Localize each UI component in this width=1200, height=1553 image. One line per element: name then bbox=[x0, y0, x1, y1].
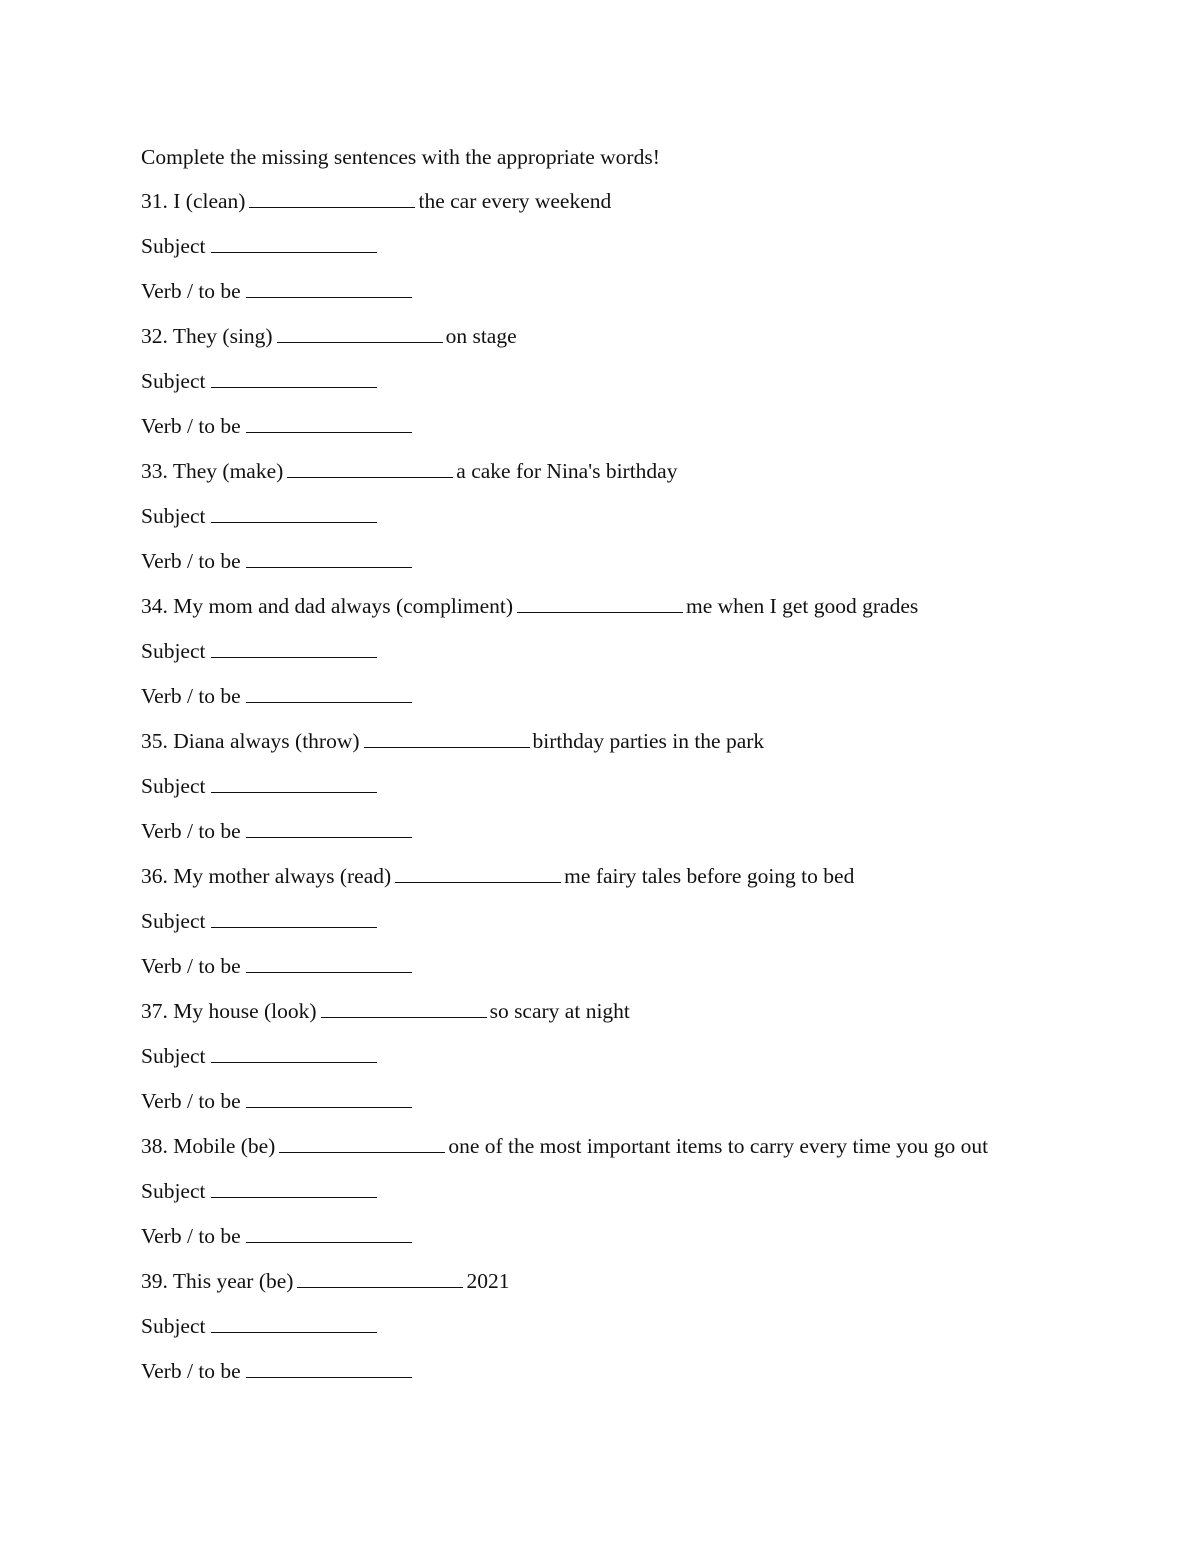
subject-label: Subject bbox=[141, 504, 206, 528]
question-sentence bbox=[141, 454, 1141, 499]
subject-row bbox=[141, 634, 1141, 679]
subject-row bbox=[141, 499, 1141, 544]
answer-blank[interactable] bbox=[517, 592, 683, 613]
subject-blank[interactable] bbox=[211, 232, 377, 253]
verb-label: Verb / to be bbox=[141, 1224, 241, 1248]
answer-blank[interactable] bbox=[364, 727, 530, 748]
verb-row bbox=[141, 949, 1141, 994]
subject-label: Subject bbox=[141, 1044, 206, 1068]
subject-label: Subject bbox=[141, 639, 206, 663]
subject-row bbox=[141, 364, 1141, 409]
verb-blank[interactable] bbox=[246, 547, 412, 568]
verb-row bbox=[141, 679, 1141, 724]
question-block bbox=[141, 859, 1141, 994]
question-prefix: 32. They (sing) bbox=[141, 324, 273, 348]
verb-label: Verb / to be bbox=[141, 954, 241, 978]
subject-label: Subject bbox=[141, 774, 206, 798]
answer-blank[interactable] bbox=[249, 187, 415, 208]
question-prefix: 37. My house (look) bbox=[141, 999, 317, 1023]
subject-row bbox=[141, 1039, 1141, 1084]
question-block bbox=[141, 724, 1141, 859]
question-sentence bbox=[141, 859, 1141, 904]
answer-blank[interactable] bbox=[395, 862, 561, 883]
verb-row bbox=[141, 1354, 1141, 1399]
instruction-text: Complete the missing sentences with the appropriate words! bbox=[141, 145, 660, 169]
question-prefix: 36. My mother always (read) bbox=[141, 864, 392, 888]
subject-blank[interactable] bbox=[211, 1312, 377, 1333]
verb-label: Verb / to be bbox=[141, 1089, 241, 1113]
verb-blank[interactable] bbox=[246, 952, 412, 973]
subject-blank[interactable] bbox=[211, 367, 377, 388]
question-block bbox=[141, 994, 1141, 1129]
verb-row bbox=[141, 1084, 1141, 1129]
question-suffix: 2021 bbox=[466, 1269, 510, 1293]
verb-label: Verb / to be bbox=[141, 414, 241, 438]
question-suffix: birthday parties in the park bbox=[532, 729, 765, 753]
subject-row bbox=[141, 1309, 1141, 1354]
verb-blank[interactable] bbox=[246, 1357, 412, 1378]
subject-blank[interactable] bbox=[211, 502, 377, 523]
subject-blank[interactable] bbox=[211, 907, 377, 928]
question-sentence bbox=[141, 1129, 1141, 1174]
question-sentence bbox=[141, 589, 1141, 634]
question-suffix: on stage bbox=[445, 324, 517, 348]
question-prefix: 38. Mobile (be) bbox=[141, 1134, 276, 1158]
subject-label: Subject bbox=[141, 909, 206, 933]
verb-blank[interactable] bbox=[246, 412, 412, 433]
verb-row bbox=[141, 1219, 1141, 1264]
verb-row bbox=[141, 814, 1141, 859]
question-sentence bbox=[141, 1264, 1141, 1309]
subject-row bbox=[141, 904, 1141, 949]
verb-blank[interactable] bbox=[246, 1222, 412, 1243]
subject-row bbox=[141, 769, 1141, 814]
question-block bbox=[141, 1129, 1141, 1264]
subject-label: Subject bbox=[141, 1179, 206, 1203]
question-block bbox=[141, 589, 1141, 724]
verb-blank[interactable] bbox=[246, 277, 412, 298]
question-sentence bbox=[141, 319, 1141, 364]
verb-label: Verb / to be bbox=[141, 549, 241, 573]
question-suffix: me fairy tales before going to bed bbox=[564, 864, 855, 888]
subject-label: Subject bbox=[141, 234, 206, 258]
subject-blank[interactable] bbox=[211, 1042, 377, 1063]
answer-blank[interactable] bbox=[321, 997, 487, 1018]
subject-label: Subject bbox=[141, 369, 206, 393]
verb-blank[interactable] bbox=[246, 682, 412, 703]
question-block bbox=[141, 1264, 1141, 1399]
question-sentence bbox=[141, 184, 1141, 229]
verb-label: Verb / to be bbox=[141, 1359, 241, 1383]
answer-blank[interactable] bbox=[277, 322, 443, 343]
verb-blank[interactable] bbox=[246, 1087, 412, 1108]
question-sentence bbox=[141, 994, 1141, 1039]
verb-row bbox=[141, 544, 1141, 589]
verb-row bbox=[141, 409, 1141, 454]
question-suffix: me when I get good grades bbox=[686, 594, 919, 618]
verb-label: Verb / to be bbox=[141, 279, 241, 303]
subject-label: Subject bbox=[141, 1314, 206, 1338]
question-block bbox=[141, 184, 1141, 319]
question-suffix: a cake for Nina's birthday bbox=[456, 459, 678, 483]
question-prefix: 34. My mom and dad always (compliment) bbox=[141, 594, 513, 618]
worksheet bbox=[141, 140, 1141, 1399]
question-prefix: 33. They (make) bbox=[141, 459, 284, 483]
question-list bbox=[141, 184, 1141, 1399]
verb-blank[interactable] bbox=[246, 817, 412, 838]
question-suffix: the car every weekend bbox=[418, 189, 612, 213]
subject-blank[interactable] bbox=[211, 1177, 377, 1198]
question-block bbox=[141, 319, 1141, 454]
question-prefix: 39. This year (be) bbox=[141, 1269, 294, 1293]
subject-row bbox=[141, 229, 1141, 274]
question-block bbox=[141, 454, 1141, 589]
question-prefix: 35. Diana always (throw) bbox=[141, 729, 360, 753]
question-suffix: one of the most important items to carry every time you go out bbox=[448, 1134, 989, 1158]
verb-label: Verb / to be bbox=[141, 684, 241, 708]
verb-row bbox=[141, 274, 1141, 319]
subject-blank[interactable] bbox=[211, 772, 377, 793]
question-prefix: 31. I (clean) bbox=[141, 189, 246, 213]
answer-blank[interactable] bbox=[287, 457, 453, 478]
answer-blank[interactable] bbox=[279, 1132, 445, 1153]
verb-label: Verb / to be bbox=[141, 819, 241, 843]
subject-row bbox=[141, 1174, 1141, 1219]
answer-blank[interactable] bbox=[297, 1267, 463, 1288]
question-suffix: so scary at night bbox=[489, 999, 630, 1023]
subject-blank[interactable] bbox=[211, 637, 377, 658]
question-sentence bbox=[141, 724, 1141, 769]
